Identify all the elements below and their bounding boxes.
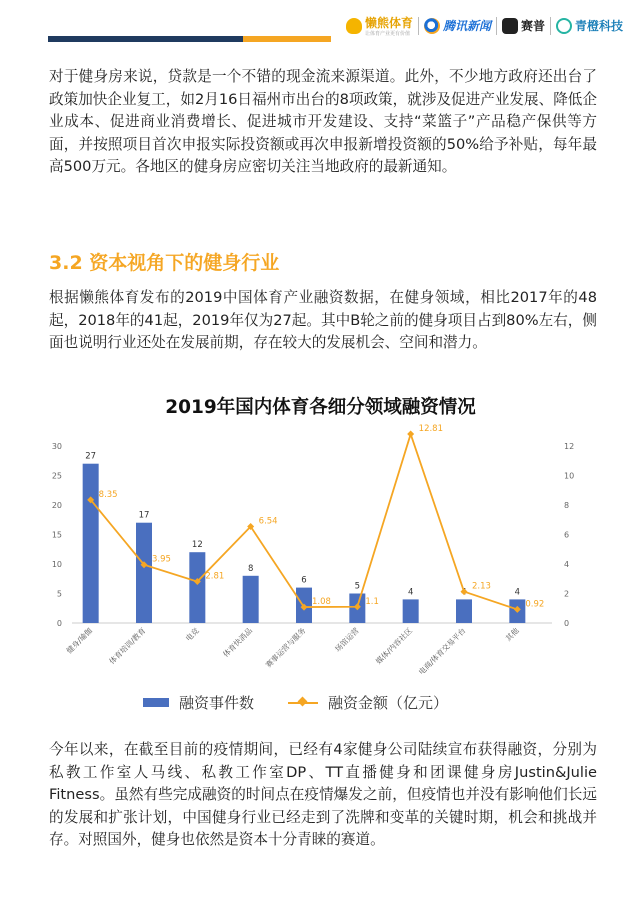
logo-divider xyxy=(418,17,419,35)
right-axis-tick-label: 6 xyxy=(564,530,570,540)
financing-combo-chart xyxy=(0,420,641,690)
amount-value-label: 12.81 xyxy=(418,424,444,435)
category-label: 媒体/内容社区 xyxy=(374,626,415,667)
right-axis-tick-label: 12 xyxy=(564,442,575,451)
logo-divider xyxy=(496,17,497,35)
bar-0 xyxy=(83,464,99,623)
legend-bar-swatch xyxy=(143,698,169,707)
legend-item-line xyxy=(288,692,448,713)
bar-2 xyxy=(189,552,205,623)
bar-value-label: 12 xyxy=(191,540,203,551)
closing-paragraph: 今年以来，在截至目前的疫情期间，已经有4家健身公司陆续宣布获得融资，分别为私教工作室人马线、私教工作室DP、TT直播健身和团课健身房Justin&Julie Fitness。虽然有些完成融资的时间点在疫情爆发之前，但疫情也并没有影响他们长远的发展和扩张计划，中国健身行业已经走到了洗牌和变革的关键时期，机会和挑战并存。对照国外，健身也依然是资本十分青睐的赛道。 xyxy=(49,741,597,848)
left-axis-tick-label: 20 xyxy=(51,501,62,510)
investment-paragraph: 根据懒熊体育发布的2019中国体育产业融资数据，在健身领域，相比2017年的48起，2018年的41起，2019年仅为27起。其中B轮之前的健身项目占到80%左右，侧面也说明行业还处在发展前期，存在较大的发展机会、空间和潜力。 xyxy=(49,289,597,351)
tencent-news-logo-text: 腾讯新闻 xyxy=(443,19,492,33)
right-axis-tick-label: 0 xyxy=(564,619,570,628)
logo-divider xyxy=(550,17,551,35)
tencent-news-icon xyxy=(424,18,440,34)
chart-legend xyxy=(143,692,482,713)
bar-value-label: 6 xyxy=(301,575,307,586)
legend-bar-label: 融资事件数 xyxy=(179,694,255,712)
saipu-logo xyxy=(502,17,545,34)
lanxiong-logo-subtext: 让体育产业更有价值 xyxy=(365,31,411,37)
section-title: 3.2 资本视角下的健身行业 xyxy=(49,252,280,274)
left-axis-tick-label: 0 xyxy=(56,619,62,628)
right-axis-tick-label: 4 xyxy=(564,560,570,569)
amount-value-label: 0.92 xyxy=(525,599,545,610)
header-accent-bar-navy xyxy=(48,36,243,42)
qingcheng-icon xyxy=(556,18,572,34)
amount-point-6 xyxy=(407,431,414,438)
category-label: 健身/瑜伽 xyxy=(64,626,95,656)
legend-item-bar xyxy=(143,692,254,713)
left-axis-tick-label: 15 xyxy=(51,530,62,540)
left-axis-tick-label: 25 xyxy=(51,471,62,481)
qingcheng-logo xyxy=(556,17,623,34)
intro-paragraph: 对于健身房来说，贷款是一个不错的现金流来源渠道。此外，不少地方政府还出台了政策加快企业复工，如2月16日福州市出台的8项政策，就涉及促进产业发展、降低企业成本、促进商业消费增长、促进城市开发建设、支持“菜篮子”产品稳产保供等方面，并按照项目首次申报实际投资额或再次申报新增投资额的50%给予补贴，每年最高500万元。各地区的健身房应密切关注当地政府的最新通知。 xyxy=(49,68,597,175)
bar-value-label: 8 xyxy=(247,563,254,574)
amount-value-label: 6.54 xyxy=(258,516,278,527)
category-label: 其他 xyxy=(503,626,521,644)
left-axis-tick-label: 30 xyxy=(51,442,62,451)
amount-value-label: 1.1 xyxy=(365,596,379,607)
chart-title: 2019年国内体育各细分领域融资情况 xyxy=(165,397,476,418)
legend-line-label: 融资金额（亿元） xyxy=(328,694,449,712)
category-label: 电竞 xyxy=(183,626,201,644)
tencent-news-logo xyxy=(424,17,491,34)
bar-value-label: 4 xyxy=(407,587,414,598)
right-axis-tick-label: 8 xyxy=(564,501,570,510)
left-axis-tick-label: 5 xyxy=(56,589,62,599)
amount-value-label: 3.95 xyxy=(152,554,171,565)
amount-value-label: 8.35 xyxy=(98,489,118,500)
amount-value-label: 2.81 xyxy=(205,571,225,582)
bar-value-label: 17 xyxy=(138,510,150,521)
bar-value-label: 5 xyxy=(354,581,361,592)
category-label: 场馆运营 xyxy=(333,626,361,654)
right-axis-tick-label: 10 xyxy=(564,471,575,481)
bar-value-label: 27 xyxy=(85,451,97,462)
saipu-icon xyxy=(502,18,518,34)
category-label: 体育快消品 xyxy=(221,626,255,659)
amount-value-label: 1.08 xyxy=(312,597,331,608)
bar-3 xyxy=(243,576,259,623)
header-accent-bar-orange xyxy=(243,36,331,42)
partner-logos xyxy=(346,14,623,37)
bar-6 xyxy=(403,599,419,623)
category-label: 电商/体育交易平台 xyxy=(416,626,468,677)
page-header xyxy=(0,0,641,48)
category-label: 赛事运营与服务 xyxy=(263,626,308,670)
lanxiong-logo xyxy=(346,14,413,37)
bar-7 xyxy=(456,599,472,623)
bar-1 xyxy=(136,523,152,623)
lanxiong-logo-text: 懒熊体育 xyxy=(365,16,414,30)
bear-icon xyxy=(346,18,362,34)
left-axis-tick-label: 10 xyxy=(51,560,62,569)
amount-value-label: 2.13 xyxy=(472,581,491,592)
legend-line-swatch xyxy=(288,702,318,704)
qingcheng-logo-text: 青橙科技 xyxy=(575,19,624,33)
category-label: 体育培训/教育 xyxy=(107,626,148,667)
saipu-logo-text: 赛普 xyxy=(521,19,546,33)
bar-value-label: 4 xyxy=(514,587,521,598)
right-axis-tick-label: 2 xyxy=(564,589,570,599)
